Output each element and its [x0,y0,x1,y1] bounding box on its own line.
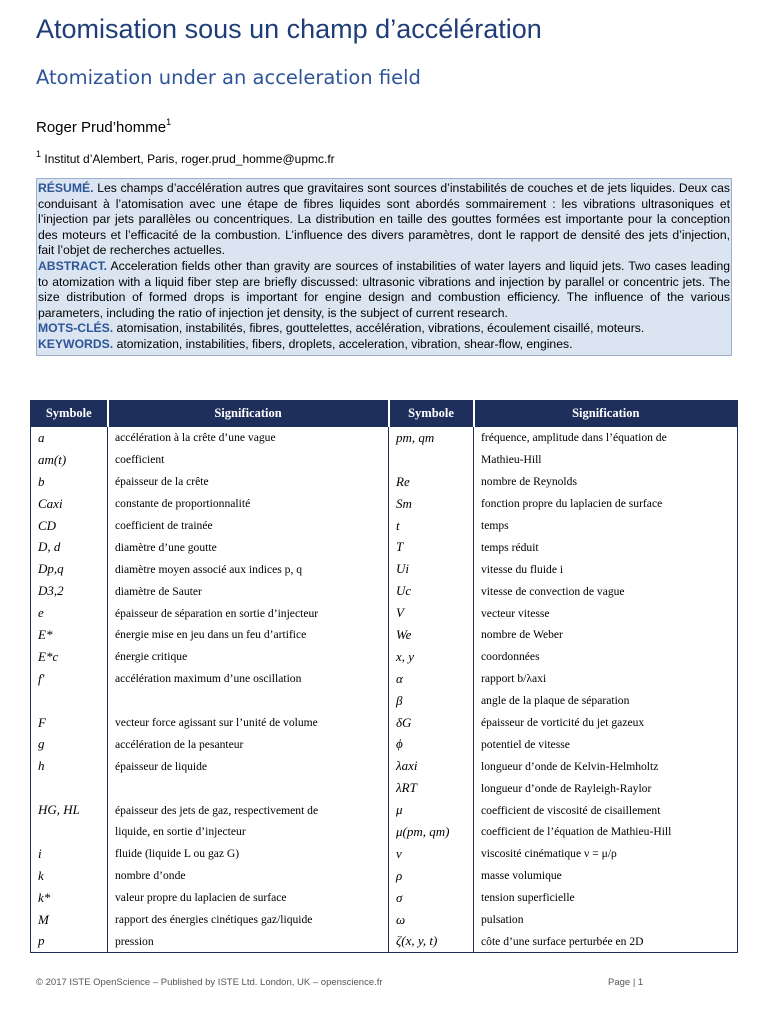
symbol-cell: D, d [31,536,108,558]
symbol-cell: E* [31,624,108,646]
motscles-text: atomisation, instabilités, fibres, gouttelettes, accélération, vibrations, écoulement cisaillé, moteurs. [116,321,645,336]
symbol-cell: We [389,624,474,646]
motscles-label: MOTS-CLÉS. [38,321,114,336]
symbol-cell: am(t) [31,449,108,471]
symbol-cell: ϕ [389,733,474,755]
symbol-cell: k* [31,887,108,909]
table-row [31,865,738,887]
symbol-cell [31,690,108,712]
symbol-cell: k [31,865,108,887]
meaning-cell: temps [474,515,738,537]
table-row [31,558,738,580]
symbol-cell: μ(pm, qm) [389,821,474,843]
meaning-cell: fluide (liquide L ou gaz G) [108,843,389,865]
symbol-cell: t [389,515,474,537]
symbol-cell: ζ(x, y, t) [389,930,474,952]
symbol-cell: λRT [389,777,474,799]
meaning-cell: épaisseur de liquide [108,755,389,777]
paper-title-french: Atomisation sous un champ d’accélération [36,14,542,44]
meaning-cell: vecteur force agissant sur l’unité de volume [108,712,389,734]
symbols-table [30,400,738,953]
symbol-cell: E*c [31,646,108,668]
table-row [31,471,738,493]
symbol-cell: δG [389,712,474,734]
resume-text: Les champs d’accélération autres que gravitaires sont sources d’instabilités de couches et de jets liquides. Deux cas conduisant à l’atomisation avec une étape de fibres liquides sont abordés sommairement : les vibrations ultrasoniques et l’injection par jets parallèles ou concentriques. La distribution en taille des gouttes formées est importante pour la conception des moteurs et l’efficacité de la combustion. L’influence des divers paramètres, dont le rapport de densité des jets d’injection, fait l’objet de recherches actuelles. [38,181,730,258]
symbol-cell: μ [389,799,474,821]
meaning-cell: accélération à la crête d’une vague [108,427,389,449]
meaning-cell: coefficient de trainée [108,515,389,537]
symbol-cell: ω [389,909,474,931]
table-row [31,777,738,799]
meaning-cell: accélération de la pesanteur [108,733,389,755]
table-row [31,843,738,865]
symbol-cell: F [31,712,108,734]
symbol-cell: Sm [389,493,474,515]
meaning-cell [108,690,389,712]
meaning-cell: coefficient de l’équation de Mathieu-Hill [474,821,738,843]
author [36,118,171,136]
meaning-cell: valeur propre du laplacien de surface [108,887,389,909]
abstract-label: ABSTRACT. [38,258,108,273]
header-symbol-2: Symbole [389,401,474,427]
meaning-cell: épaisseur des jets de gaz, respectivement de [108,799,389,821]
symbol-cell [31,777,108,799]
meaning-cell: nombre d’onde [108,865,389,887]
symbol-cell: α [389,668,474,690]
meaning-cell: nombre de Weber [474,624,738,646]
symbol-cell: Caxi [31,493,108,515]
table-row [31,755,738,777]
symbol-cell: e [31,602,108,624]
footer-page-number: Page | 1 [608,977,644,988]
author-affiliation-mark: 1 [166,117,172,127]
meaning-cell: longueur d’onde de Rayleigh-Raylor [474,777,738,799]
symbol-cell: f' [31,668,108,690]
header-signification-2: Signification [474,401,738,427]
meaning-cell: énergie mise en jeu dans un feu d’artifice [108,624,389,646]
meaning-cell: accélération maximum d’une oscillation [108,668,389,690]
symbol-cell: h [31,755,108,777]
table-row [31,536,738,558]
meaning-cell: vitesse du fluide i [474,558,738,580]
table-body [31,427,738,953]
table-row [31,602,738,624]
table-row [31,712,738,734]
affiliation [36,150,335,166]
table-row [31,909,738,931]
meaning-cell: Mathieu-Hill [474,449,738,471]
meaning-cell [108,777,389,799]
table-row [31,799,738,821]
symbol-cell: p [31,930,108,952]
meaning-cell: diamètre moyen associé aux indices p, q [108,558,389,580]
meaning-cell: viscosité cinématique ν = μ/ρ [474,843,738,865]
abstract-text: Acceleration fields other than gravity are sources of instabilities of water layers and liquid jets. Two cases leading to atomization with a liquid fiber step are briefly discussed: ultrasonic vibrations and injection by parallel or concentric jets. The size distribution of formed drops is important for engine design and combustion efficiency. The influence of the various parameters, including the ratio of injection jet density, is the subject of current research. [38,258,731,320]
symbol-cell: pm, qm [389,427,474,449]
table-row [31,449,738,471]
meaning-cell: fréquence, amplitude dans l’équation de [474,427,738,449]
symbol-cell: β [389,690,474,712]
meaning-cell: diamètre d’une goutte [108,536,389,558]
table-row [31,624,738,646]
affiliation-text: Institut d’Alembert, Paris, roger.prud_homme@upmc.fr [44,152,335,166]
meaning-cell: liquide, en sortie d’injecteur [108,821,389,843]
table-row [31,646,738,668]
table-row [31,690,738,712]
symbol-cell [31,821,108,843]
abstract-paragraph [38,259,730,321]
symbol-cell: ρ [389,865,474,887]
meaning-cell: épaisseur de la crête [108,471,389,493]
abstract-box [36,178,732,356]
symbol-cell: CD [31,515,108,537]
meaning-cell: longueur d’onde de Kelvin-Helmholtz [474,755,738,777]
symbol-cell: i [31,843,108,865]
symbol-cell: λaxi [389,755,474,777]
table-row [31,930,738,952]
symbol-cell: D3,2 [31,580,108,602]
keywords-label: KEYWORDS. [38,336,114,351]
table-row [31,493,738,515]
meaning-cell: rapport des énergies cinétiques gaz/liquide [108,909,389,931]
symbol-cell: Dp,q [31,558,108,580]
meaning-cell: vitesse de convection de vague [474,580,738,602]
motscles-paragraph [38,321,730,337]
author-name: Roger Prud’homme [36,119,167,136]
meaning-cell: constante de proportionnalité [108,493,389,515]
affiliation-mark: 1 [36,149,42,159]
meaning-cell: coordonnées [474,646,738,668]
meaning-cell: pression [108,930,389,952]
table-row [31,515,738,537]
meaning-cell: pulsation [474,909,738,931]
table-row [31,733,738,755]
resume-paragraph [38,181,730,259]
meaning-cell: fonction propre du laplacien de surface [474,493,738,515]
meaning-cell: nombre de Reynolds [474,471,738,493]
meaning-cell: potentiel de vitesse [474,733,738,755]
symbol-cell: ν [389,843,474,865]
symbol-cell: M [31,909,108,931]
symbol-cell: V [389,602,474,624]
meaning-cell: épaisseur de vorticité du jet gazeux [474,712,738,734]
keywords-text: atomization, instabilities, fibers, droplets, acceleration, vibration, shear-flow, engines. [116,336,573,351]
symbol-cell: g [31,733,108,755]
meaning-cell: angle de la plaque de séparation [474,690,738,712]
meaning-cell: coefficient [108,449,389,471]
symbol-cell: Ui [389,558,474,580]
meaning-cell: temps réduit [474,536,738,558]
symbol-cell [389,449,474,471]
table-header-row [31,401,738,427]
meaning-cell: masse volumique [474,865,738,887]
table-row [31,887,738,909]
keywords-paragraph [38,337,730,353]
meaning-cell: tension superficielle [474,887,738,909]
meaning-cell: rapport b/λaxi [474,668,738,690]
symbol-cell: a [31,427,108,449]
symbol-cell: σ [389,887,474,909]
table-row [31,668,738,690]
header-symbol-1: Symbole [31,401,108,427]
header-signification-1: Signification [108,401,389,427]
table-row [31,821,738,843]
symbol-cell: x, y [389,646,474,668]
symbol-cell: b [31,471,108,493]
symbol-cell: T [389,536,474,558]
meaning-cell: diamètre de Sauter [108,580,389,602]
meaning-cell: coefficient de viscosité de cisaillement [474,799,738,821]
meaning-cell: côte d’une surface perturbée en 2D [474,930,738,952]
resume-label: RÉSUMÉ. [38,181,94,195]
symbol-cell: Re [389,471,474,493]
paper-title-english: Atomization under an acceleration field [36,66,421,89]
table-row [31,427,738,449]
table-row [31,580,738,602]
meaning-cell: vecteur vitesse [474,602,738,624]
symbol-cell: Uc [389,580,474,602]
meaning-cell: énergie critique [108,646,389,668]
meaning-cell: épaisseur de séparation en sortie d’injecteur [108,602,389,624]
symbol-cell: HG, HL [31,799,108,821]
footer-copyright: © 2017 ISTE OpenScience – Published by ISTE Ltd. London, UK – openscience.fr [36,977,383,988]
